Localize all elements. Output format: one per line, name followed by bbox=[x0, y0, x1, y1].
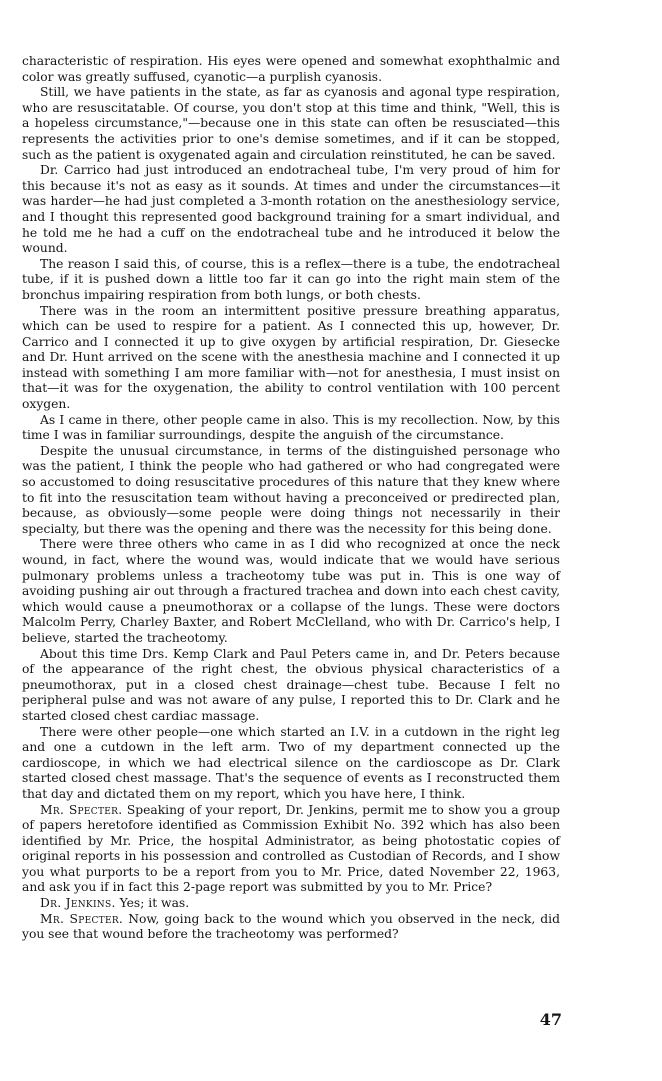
paragraph: characteristic of respiration. His eyes were opened and somewhat exophthalmic and color was greatly suffused, cyanotic—a purplish cyanosis. bbox=[22, 54, 560, 84]
paragraph: Dr. Carrico had just introduced an endotracheal tube, I'm very proud of him for this because it's not as easy as it sounds. At times and under the circumstances—it was harder—he had just completed a 3-month rotation on the anesthesiology service, and I thought this represented good background training for a smart individual, and he told me he had a cuff on the endotracheal tube and he introduced it below the wound. bbox=[22, 163, 560, 256]
paragraph: Still, we have patients in the state, as far as cyanosis and agonal type respiration, who are resuscitatable. Of course, you don't stop at this time and think, "Well, this is a hopeless circumstance,"—because one in this state can often be resusciated—this represents the activities prior to one's demise sometimes, and if it can be stopped, such as the patient is oxygenated again and circulation reinstituted, he can be saved. bbox=[22, 85, 560, 162]
paragraph: About this time Drs. Kemp Clark and Paul Peters came in, and Dr. Peters because of the appearance of the right chest, the obvious physical characteristics of a pneumothorax, put in a closed chest drainage—chest tube. Because I felt no peripheral pulse and was not aware of any pulse, I reported this to Dr. Clark and he started closed chest cardiac massage. bbox=[22, 646, 560, 723]
paragraph: As I came in there, other people came in also. This is my recollection. Now, by this time I was in familiar surroundings, despite the anguish of the circumstance. bbox=[22, 412, 560, 443]
speaker-name: Mr. Specter. bbox=[40, 802, 123, 817]
paragraph: Despite the unusual circumstance, in terms of the distinguished personage who was the patient, I think the people who had gathered or who had congregated were so accustomed to doing resuscitative procedures of this nature that they knew where to fit into the resuscitation team without having a preconceived or predirected plan, because, as obviously—some people were doing things not necessarily in their specialty, but there was the opening and there was the necessity for this being done. bbox=[22, 443, 560, 536]
page-number: 47 bbox=[539, 1010, 562, 1029]
paragraph: There was in the room an intermittent positive pressure breathing apparatus, which can be used to respire for a patient. As I connected this up, however, Dr. Carrico and I connected it up to give oxygen by artificial respiration, Dr. Giesecke and Dr. Hunt arrived on the scene with the anesthesia machine and I connected it up instead with something I am more familiar with—not for anesthesia, I must insist on that—it was for the oxygenation, the ability to control ventilation with 100 percent oxygen. bbox=[22, 303, 560, 412]
speaker-name: Dr. Jenkins. bbox=[40, 896, 116, 911]
paragraph: The reason I said this, of course, this is a reflex—there is a tube, the endotracheal tube, if it is pushed down a little too far it can go into the right main stem of the bronchus impairing respiration from both lungs, or both chests. bbox=[22, 256, 560, 302]
paragraph: There were other people—one which started an I.V. in a cutdown in the right leg and one a cutdown in the left arm. Two of my department connected up the cardioscope, in which we had electrical silence on the cardioscope as Dr. Clark started closed chest massage. That's the sequence of events as I reconstructed them that day and dictated them on my report, which you have here, I think. bbox=[22, 724, 560, 801]
testimony-paragraph: Mr. Specter. Now, going back to the wound which you observed in the neck, did you see that wound before the tracheotomy was performed? bbox=[22, 911, 560, 942]
speaker-name: Mr. Specter. bbox=[40, 911, 124, 926]
paragraph: There were three others who came in as I did who recognized at once the neck wound, in fact, where the wound was, would indicate that we would have serious pulmonary problems unless a tracheotomy tube was put in. This is one way of avoiding pushing air out through a fractured trachea and down into each chest cavity, which would cause a pneumothorax or a collapse of the lungs. These were doctors Malcolm Perry, Charley Baxter, and Robert McClelland, who with Dr. Carrico's help, I believe, started the tracheotomy. bbox=[22, 537, 560, 645]
testimony-paragraph: Mr. Specter. Speaking of your report, Dr. Jenkins, permit me to show you a group of papers heretofore identified as Commission Exhibit No. 392 which has also been identified by Mr. Price, the hospital Administrator, as being photostatic copies of original reports in his possession and controlled as Custodian of Records, and I show you what purports to be a report from you to Mr. Price, dated November 22, 1963, and ask you if in fact this 2-page report was submitted by you to Mr. Price? bbox=[22, 802, 560, 895]
text-column bbox=[22, 54, 560, 943]
testimony-paragraph: Dr. Jenkins. Yes; it was. bbox=[40, 896, 190, 911]
